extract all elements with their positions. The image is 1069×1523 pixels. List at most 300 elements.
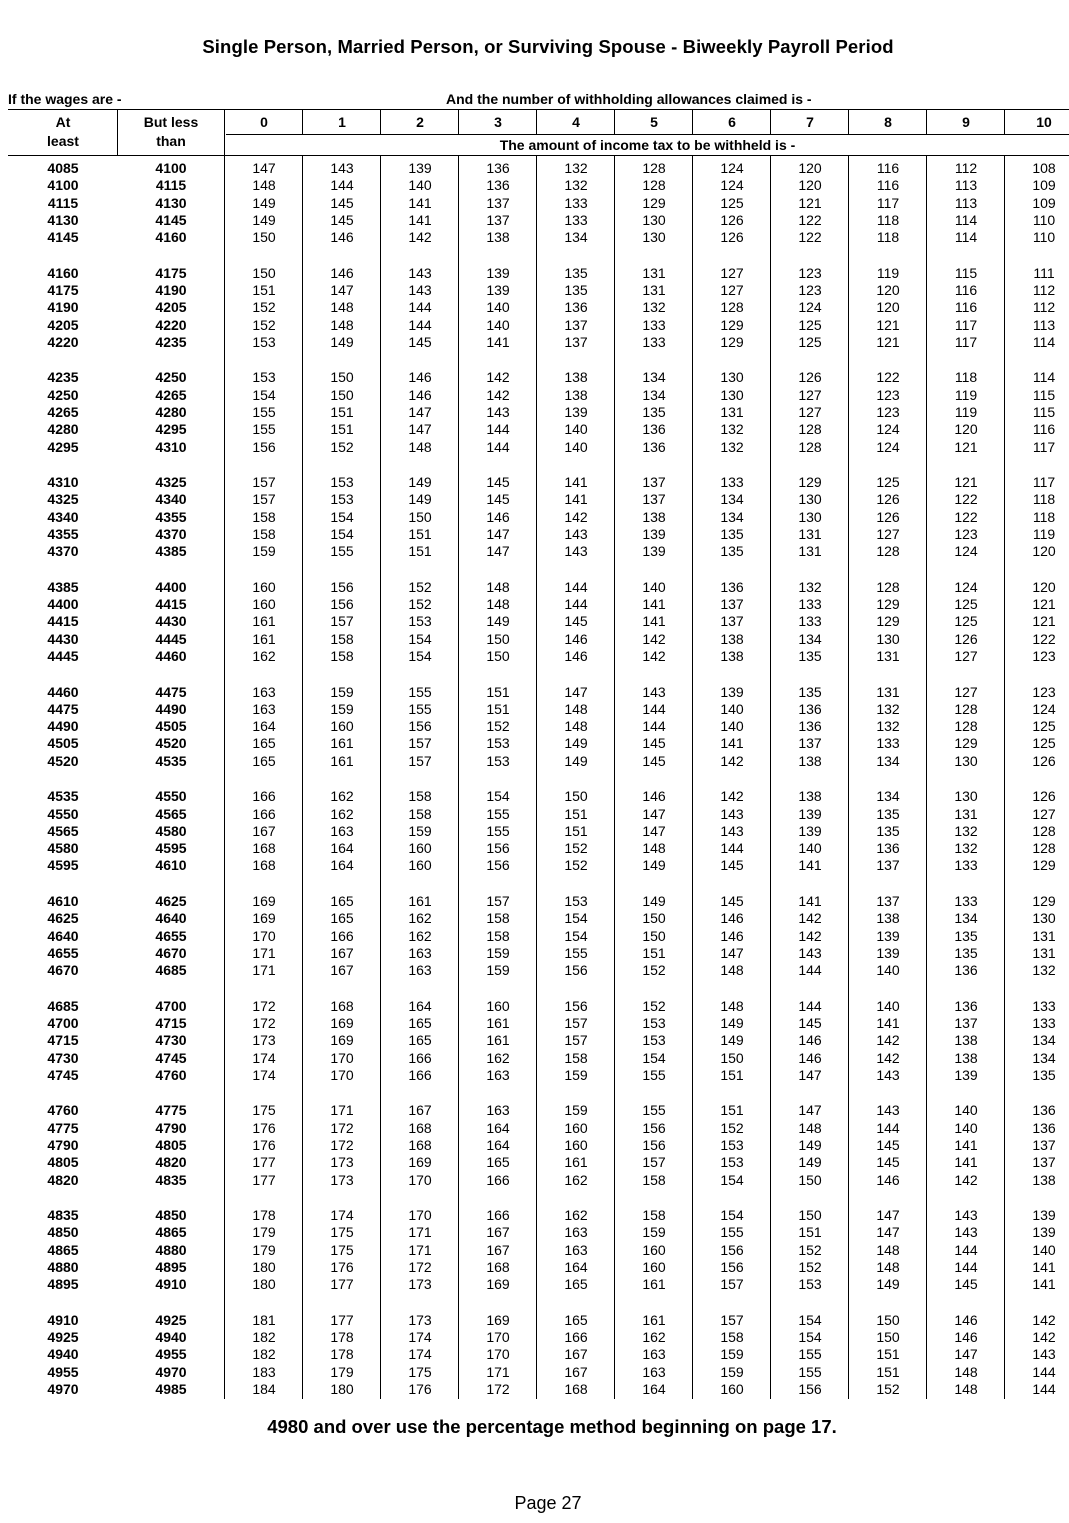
tax-amount: 154 xyxy=(564,927,588,944)
tax-amount: 139 xyxy=(1032,1207,1056,1223)
tax-amount: 172 xyxy=(252,1014,276,1031)
tax-amount: 154 xyxy=(798,1329,822,1345)
tax-amount: 137 xyxy=(486,211,510,228)
tax-amount: 145 xyxy=(486,474,510,491)
tax-amount: 126 xyxy=(1032,752,1056,769)
tax-amount: 125 xyxy=(798,333,822,350)
table-row xyxy=(8,1120,1069,1137)
tax-amount: 150 xyxy=(252,229,276,246)
tax-amount: 169 xyxy=(408,1154,432,1171)
tax-amount: 148 xyxy=(486,578,510,595)
tax-amount: 113 xyxy=(954,194,978,211)
tax-amount: 143 xyxy=(876,1066,900,1083)
tax-amount: 129 xyxy=(1032,892,1056,909)
tax-amount: 145 xyxy=(720,857,744,874)
tax-amount: 115 xyxy=(954,264,978,281)
tax-amount: 148 xyxy=(954,1363,978,1380)
tax-amount: 156 xyxy=(252,438,276,455)
tax-amount: 126 xyxy=(720,229,744,246)
table-row xyxy=(8,823,1069,840)
tax-amount: 164 xyxy=(642,1380,666,1397)
tax-amount: 162 xyxy=(252,648,276,664)
tax-amount: 178 xyxy=(330,1329,354,1345)
table-row xyxy=(8,491,1069,508)
tax-amount: 143 xyxy=(408,282,432,298)
tax-amount: 153 xyxy=(252,333,276,350)
tax-amount: 117 xyxy=(1032,474,1056,491)
tax-amount: 158 xyxy=(720,1329,744,1345)
tax-amount: 147 xyxy=(798,1102,822,1119)
allowances-label: And the number of withholding allowances claimed is - xyxy=(446,91,812,107)
tax-amount: 118 xyxy=(876,229,900,246)
tax-amount: 161 xyxy=(486,1014,510,1031)
column-divider xyxy=(770,109,771,134)
tax-amount: 163 xyxy=(486,1066,510,1083)
wage-at-least: 4205 xyxy=(47,316,79,333)
tax-amount: 141 xyxy=(798,892,822,909)
tax-amount: 137 xyxy=(720,596,744,613)
tax-amount: 141 xyxy=(642,613,666,630)
tax-amount: 160 xyxy=(408,857,432,874)
tax-amount: 141 xyxy=(486,333,510,350)
tax-amount: 138 xyxy=(876,910,900,927)
tax-amount: 174 xyxy=(408,1346,432,1363)
tax-amount: 148 xyxy=(954,1380,978,1397)
wage-but-less-than: 4475 xyxy=(155,683,187,700)
tax-amount: 145 xyxy=(642,735,666,752)
tax-amount: 133 xyxy=(954,857,978,874)
tax-amount: 151 xyxy=(642,944,666,961)
wage-at-least: 4925 xyxy=(47,1329,79,1345)
tax-amount: 145 xyxy=(720,892,744,909)
tax-amount: 143 xyxy=(1032,1346,1056,1363)
tax-amount: 182 xyxy=(252,1346,276,1363)
tax-amount: 136 xyxy=(954,962,978,979)
wage-but-less-than: 4640 xyxy=(155,910,187,927)
table-row xyxy=(8,282,1069,299)
table-row xyxy=(8,1381,1069,1398)
tax-amount: 170 xyxy=(330,1066,354,1083)
wage-but-less-than: 4730 xyxy=(155,1032,187,1049)
wage-but-less-than: 4190 xyxy=(155,282,187,298)
tax-amount: 153 xyxy=(564,892,588,909)
tax-amount: 123 xyxy=(798,282,822,298)
tax-amount: 174 xyxy=(252,1049,276,1066)
tax-amount: 132 xyxy=(1032,962,1056,979)
tax-amount: 158 xyxy=(252,526,276,542)
table-row xyxy=(8,613,1069,630)
tax-amount: 143 xyxy=(720,822,744,839)
tax-amount: 152 xyxy=(330,438,354,455)
tax-amount: 121 xyxy=(876,333,900,350)
tax-amount: 143 xyxy=(564,543,588,560)
tax-amount: 175 xyxy=(408,1363,432,1380)
tax-amount: 144 xyxy=(798,997,822,1014)
tax-amount: 126 xyxy=(876,508,900,525)
tax-amount: 176 xyxy=(330,1258,354,1275)
tax-amount: 132 xyxy=(876,700,900,717)
tax-amount: 146 xyxy=(954,1329,978,1345)
tax-amount: 131 xyxy=(642,282,666,298)
tax-amount: 134 xyxy=(876,788,900,805)
tax-amount: 162 xyxy=(408,927,432,944)
tax-amount: 156 xyxy=(330,596,354,613)
wage-at-least: 4250 xyxy=(47,386,79,403)
column-divider xyxy=(458,109,459,134)
tax-amount: 179 xyxy=(330,1363,354,1380)
tax-amount: 134 xyxy=(1032,1049,1056,1066)
tax-amount: 125 xyxy=(720,194,744,211)
table-row xyxy=(8,334,1069,351)
tax-amount: 128 xyxy=(876,578,900,595)
wage-at-least: 4175 xyxy=(47,282,79,298)
tax-amount: 148 xyxy=(876,1241,900,1258)
table-row xyxy=(8,579,1069,596)
wage-but-less-than: 4490 xyxy=(155,700,187,717)
tax-amount: 147 xyxy=(486,543,510,560)
tax-amount: 149 xyxy=(876,1276,900,1293)
tax-amount: 140 xyxy=(876,962,900,979)
tax-amount: 155 xyxy=(252,421,276,438)
tax-amount: 152 xyxy=(486,718,510,735)
wage-at-least: 4910 xyxy=(47,1311,79,1328)
tax-amount: 156 xyxy=(642,1119,666,1136)
wage-but-less-than: 4445 xyxy=(155,630,187,647)
tax-amount: 161 xyxy=(252,613,276,630)
column-divider xyxy=(1004,109,1005,134)
wage-but-less-than: 4220 xyxy=(155,316,187,333)
tax-amount: 168 xyxy=(408,1119,432,1136)
tax-amount: 137 xyxy=(876,892,900,909)
tax-amount: 120 xyxy=(798,160,822,176)
tax-amount: 110 xyxy=(1032,229,1056,246)
column-divider xyxy=(380,109,381,134)
tax-amount: 135 xyxy=(954,944,978,961)
tax-amount: 155 xyxy=(642,1102,666,1119)
table-row xyxy=(8,526,1069,543)
tax-amount: 118 xyxy=(1032,508,1056,525)
tax-amount: 155 xyxy=(486,805,510,822)
tax-amount: 150 xyxy=(330,369,354,386)
table-row xyxy=(8,212,1069,229)
tax-amount: 139 xyxy=(642,526,666,542)
tax-amount: 139 xyxy=(564,404,588,420)
wage-but-less-than: 4700 xyxy=(155,997,187,1014)
tax-amount: 153 xyxy=(720,1154,744,1171)
allowance-column-header: 3 xyxy=(494,114,502,130)
tax-amount: 164 xyxy=(408,997,432,1014)
table-row xyxy=(8,1067,1069,1084)
tax-amount: 161 xyxy=(486,1032,510,1049)
wage-at-least: 4580 xyxy=(47,840,79,857)
tax-amount: 133 xyxy=(642,316,666,333)
wage-but-less-than: 4415 xyxy=(155,596,187,613)
tax-amount: 150 xyxy=(642,927,666,944)
tax-amount: 144 xyxy=(642,718,666,735)
tax-amount: 133 xyxy=(1032,997,1056,1014)
wage-at-least: 4520 xyxy=(47,752,79,769)
tax-amount: 163 xyxy=(330,822,354,839)
tax-amount: 156 xyxy=(642,1136,666,1153)
tax-amount: 172 xyxy=(252,997,276,1014)
tax-amount: 157 xyxy=(408,735,432,752)
wage-at-least: 4565 xyxy=(47,822,79,839)
tax-amount: 149 xyxy=(408,491,432,508)
tax-amount: 151 xyxy=(330,421,354,438)
tax-amount: 109 xyxy=(1032,177,1056,194)
at-least-header-line2: least xyxy=(47,133,79,149)
tax-amount: 145 xyxy=(330,194,354,211)
wage-but-less-than: 4280 xyxy=(155,404,187,420)
table-row xyxy=(8,701,1069,718)
tax-amount: 161 xyxy=(330,735,354,752)
tax-amount: 155 xyxy=(408,700,432,717)
tax-amount: 148 xyxy=(252,177,276,194)
tax-amount: 171 xyxy=(408,1224,432,1241)
tax-amount: 155 xyxy=(564,944,588,961)
tax-amount: 146 xyxy=(564,630,588,647)
tax-amount: 134 xyxy=(954,910,978,927)
tax-amount: 154 xyxy=(252,386,276,403)
tax-amount: 127 xyxy=(798,404,822,420)
tax-amount: 149 xyxy=(486,613,510,630)
table-row xyxy=(8,631,1069,648)
allowance-column-header: 7 xyxy=(806,114,814,130)
tax-amount: 152 xyxy=(564,840,588,857)
tax-amount: 116 xyxy=(876,160,900,176)
tax-amount: 150 xyxy=(252,264,276,281)
tax-amount: 147 xyxy=(720,944,744,961)
tax-amount: 128 xyxy=(954,718,978,735)
wage-but-less-than: 4610 xyxy=(155,857,187,874)
tax-amount: 139 xyxy=(876,944,900,961)
tax-amount: 142 xyxy=(642,630,666,647)
wage-at-least: 4190 xyxy=(47,299,79,316)
tax-amount: 162 xyxy=(408,910,432,927)
tax-amount: 119 xyxy=(1032,526,1056,542)
tax-amount: 155 xyxy=(252,404,276,420)
tax-amount: 112 xyxy=(954,160,978,176)
wage-at-least: 4490 xyxy=(47,718,79,735)
tax-amount: 154 xyxy=(642,1049,666,1066)
tax-amount: 139 xyxy=(1032,1224,1056,1241)
table-row xyxy=(8,509,1069,526)
table-row xyxy=(8,474,1069,491)
tax-amount: 120 xyxy=(876,299,900,316)
wage-at-least: 4460 xyxy=(47,683,79,700)
tax-amount: 147 xyxy=(408,404,432,420)
tax-amount: 128 xyxy=(954,700,978,717)
wage-but-less-than: 4145 xyxy=(155,211,187,228)
tax-amount: 154 xyxy=(408,630,432,647)
tax-amount: 135 xyxy=(564,282,588,298)
wage-but-less-than: 4745 xyxy=(155,1049,187,1066)
tax-amount: 162 xyxy=(330,788,354,805)
tax-amount: 130 xyxy=(798,508,822,525)
tax-amount: 117 xyxy=(876,194,900,211)
tax-amount: 116 xyxy=(954,282,978,298)
tax-amount: 151 xyxy=(720,1066,744,1083)
table-row xyxy=(8,229,1069,246)
tax-amount: 144 xyxy=(330,177,354,194)
table-row xyxy=(8,840,1069,857)
tax-amount: 174 xyxy=(252,1066,276,1083)
tax-amount: 154 xyxy=(330,526,354,542)
tax-amount: 165 xyxy=(486,1154,510,1171)
tax-amount: 166 xyxy=(486,1207,510,1223)
tax-amount: 152 xyxy=(876,1380,900,1397)
tax-amount: 132 xyxy=(954,822,978,839)
tax-amount: 147 xyxy=(876,1224,900,1241)
tax-amount: 181 xyxy=(252,1311,276,1328)
tax-amount: 134 xyxy=(1032,1032,1056,1049)
tax-amount: 142 xyxy=(720,788,744,805)
tax-amount: 157 xyxy=(642,1154,666,1171)
tax-amount: 146 xyxy=(408,386,432,403)
wage-at-least: 4130 xyxy=(47,211,79,228)
tax-amount: 152 xyxy=(798,1241,822,1258)
table-row xyxy=(8,684,1069,701)
tax-amount: 121 xyxy=(1032,596,1056,613)
tax-amount: 122 xyxy=(876,369,900,386)
tax-amount: 124 xyxy=(1032,700,1056,717)
tax-amount: 163 xyxy=(564,1241,588,1258)
tax-amount: 141 xyxy=(408,194,432,211)
tax-amount: 146 xyxy=(876,1171,900,1188)
tax-amount: 154 xyxy=(798,1311,822,1328)
table-row xyxy=(8,299,1069,316)
tax-amount: 156 xyxy=(486,840,510,857)
wage-but-less-than: 4505 xyxy=(155,718,187,735)
tax-amount: 137 xyxy=(486,194,510,211)
tax-amount: 153 xyxy=(330,474,354,491)
tax-amount: 110 xyxy=(1032,211,1056,228)
tax-amount: 141 xyxy=(954,1154,978,1171)
wage-at-least: 4790 xyxy=(47,1136,79,1153)
tax-amount: 160 xyxy=(642,1258,666,1275)
tax-amount: 153 xyxy=(330,491,354,508)
tax-amount: 126 xyxy=(1032,788,1056,805)
table-row xyxy=(8,962,1069,979)
wage-but-less-than: 4655 xyxy=(155,927,187,944)
tax-amount: 142 xyxy=(486,386,510,403)
tax-amount: 164 xyxy=(486,1136,510,1153)
tax-amount: 160 xyxy=(564,1119,588,1136)
tax-amount: 177 xyxy=(252,1171,276,1188)
tax-amount: 119 xyxy=(954,404,978,420)
tax-amount: 148 xyxy=(876,1258,900,1275)
table-row xyxy=(8,857,1069,874)
tax-amount: 147 xyxy=(564,683,588,700)
wage-but-less-than: 4205 xyxy=(155,299,187,316)
tax-amount: 145 xyxy=(954,1276,978,1293)
tax-amount: 138 xyxy=(720,630,744,647)
tax-amount: 122 xyxy=(954,491,978,508)
tax-amount: 129 xyxy=(720,333,744,350)
table-row xyxy=(8,1137,1069,1154)
tax-amount: 149 xyxy=(564,735,588,752)
wage-at-least: 4640 xyxy=(47,927,79,944)
tax-amount: 139 xyxy=(876,927,900,944)
tax-amount: 131 xyxy=(798,543,822,560)
wage-but-less-than: 4895 xyxy=(155,1258,187,1275)
wage-but-less-than: 4325 xyxy=(155,474,187,491)
tax-amount: 173 xyxy=(408,1311,432,1328)
tax-amount: 134 xyxy=(642,369,666,386)
tax-amount: 141 xyxy=(1032,1276,1056,1293)
wage-but-less-than: 4940 xyxy=(155,1329,187,1345)
wage-but-less-than: 4685 xyxy=(155,962,187,979)
tax-amount: 124 xyxy=(876,421,900,438)
tax-amount: 127 xyxy=(720,282,744,298)
table-row xyxy=(8,421,1069,438)
allowance-column-header: 1 xyxy=(338,114,346,130)
tax-amount: 168 xyxy=(252,857,276,874)
tax-amount: 140 xyxy=(564,421,588,438)
wage-but-less-than: 4160 xyxy=(155,229,187,246)
tax-amount: 134 xyxy=(642,386,666,403)
tax-amount: 154 xyxy=(486,788,510,805)
wage-but-less-than: 4985 xyxy=(155,1380,187,1397)
tax-amount: 148 xyxy=(642,840,666,857)
wage-at-least: 4955 xyxy=(47,1363,79,1380)
wage-but-less-than: 4550 xyxy=(155,788,187,805)
table-row xyxy=(8,1224,1069,1241)
tax-amount: 152 xyxy=(408,596,432,613)
tax-amount: 133 xyxy=(876,735,900,752)
table-row xyxy=(8,1102,1069,1119)
tax-amount: 173 xyxy=(330,1154,354,1171)
tax-amount: 131 xyxy=(1032,927,1056,944)
tax-amount: 124 xyxy=(954,578,978,595)
tax-amount: 171 xyxy=(330,1102,354,1119)
tax-amount: 125 xyxy=(876,474,900,491)
tax-amount: 171 xyxy=(408,1241,432,1258)
tax-amount: 168 xyxy=(408,1136,432,1153)
tax-amount: 143 xyxy=(720,805,744,822)
tax-amount: 126 xyxy=(954,630,978,647)
tax-amount: 131 xyxy=(798,526,822,542)
wage-at-least: 4400 xyxy=(47,596,79,613)
tax-amount: 114 xyxy=(954,211,978,228)
tax-amount: 152 xyxy=(798,1258,822,1275)
tax-amount: 123 xyxy=(1032,683,1056,700)
tax-amount: 136 xyxy=(564,299,588,316)
tax-amount: 153 xyxy=(486,735,510,752)
tax-amount: 175 xyxy=(330,1224,354,1241)
tax-amount: 137 xyxy=(1032,1154,1056,1171)
wage-at-least: 4265 xyxy=(47,404,79,420)
tax-amount: 144 xyxy=(564,578,588,595)
tax-amount: 125 xyxy=(798,316,822,333)
tax-amount: 129 xyxy=(876,613,900,630)
table-row xyxy=(8,928,1069,945)
tax-amount: 135 xyxy=(642,404,666,420)
tax-amount: 159 xyxy=(564,1066,588,1083)
wage-at-least: 4940 xyxy=(47,1346,79,1363)
tax-amount: 137 xyxy=(798,735,822,752)
tax-amount: 146 xyxy=(720,927,744,944)
wage-but-less-than: 4385 xyxy=(155,543,187,560)
tax-amount: 171 xyxy=(252,944,276,961)
tax-amount: 140 xyxy=(876,997,900,1014)
tax-amount: 127 xyxy=(954,648,978,664)
tax-amount: 147 xyxy=(330,282,354,298)
tax-amount: 130 xyxy=(642,229,666,246)
tax-amount: 156 xyxy=(564,997,588,1014)
tax-amount: 139 xyxy=(954,1066,978,1083)
columns-rule xyxy=(226,134,1069,135)
